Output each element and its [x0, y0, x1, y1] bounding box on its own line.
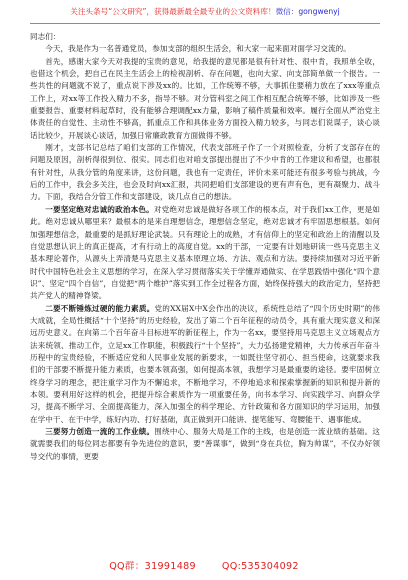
body-paragraph	[30, 303, 380, 426]
paragraph-list	[30, 43, 380, 463]
body-paragraph	[30, 43, 380, 55]
promo-header	[30, 0, 380, 24]
header-wechat-text: 微信：gongwenyj	[275, 7, 340, 16]
paragraph-text: 刚才，支部书记总结了咱们支部的工作情况，代表支部班子作了一个对照检查，分析了支部存在的问题及原因，剖析得很到位、很实。同志们也对咱支部提出提出了不少中肯的工作建议和希望，也都很有针对性，从我分管的角度来讲，这份问题，我也有一定责任，评价未来可能还有很多考验与挑战，今后的工作中，我会多关注，也会及时向xx汇报，共同把咱们支部建设的更有声有色，更有凝聚力、战斗力。下面，我结合分管工作和支部建设，谈几点自己的想法。	[30, 143, 380, 202]
document-body	[30, 31, 380, 463]
body-paragraph	[30, 426, 380, 463]
body-paragraph	[30, 56, 380, 142]
qq-group-text: QQ群：31991489	[109, 561, 196, 572]
paragraph-text: 首先，感谢大家今天对我提的宝贵的意见，给我提的意见都是很有针对性、很中肯，我照单全收，也借这个机会，把自己在民主生活会上的检视剖析、存在问题，也向大家、向支部简单做一个报告。一些共性的问题就不说了，重点说下涉及xx的。比如，工作统筹不够，大事抓住要稍力放在了xxx等重点工作上，对xx等工作投入精力不多，指导不够。对分管科室之间工作相互配合统筹不够，比如涉及一些重要报告、重要材料起草时，没有能够合理调配xx力量，影响了稿件质量和效率。履行全面从严治党主体责任的自觉性、主动性不够高，抓重点工作和具体业务方面投入精力较多，与同志们说谋子，谈心谈话比较少，开展谈心谈话，加强日常廉政教育方面做得不够。	[30, 56, 380, 140]
qq-text: QQ:535304092	[221, 561, 299, 572]
salutation: 同志们：	[30, 32, 61, 41]
paragraph-text: 党的XX届X中X会作出的决议，系统性总结了“四个历史时期”的伟大成就，全局性概括“十个坚持”的历史经验，发出了第二个百年征程的动员令，具有重大现实意义和深远历史意义。在向第二个百年奋斗目标进军的新征程上，作为一名xx，要坚持用马克思主义立场观点方法来统领、推动工作，立足xx工作职能，积极践行“十个坚持”，大力弘扬建党精神，大力传承百年奋斗历程中的宝贵经验，不断适应党和人民事业发展的新要求，一如既往坚守初心、担当使命，这就要求我们的干部要不断提升能力素质，也要本领高强，如何提高本领，我想学习是最重要的途径。要牢固树立终身学习的理念，把注重学习作为不懈追求，不断地学习，不停地追求和探索掌握新的知识和提升新的本领。要利用好这样的机会，把提升综合素质作为一项重要任务，向书本学习、向实践学习、向群众学习，提高不断学习、全面提高能力，深入加强全的科学理论、方针政策和各方面知识的学习运用，加强在学中干、在干中学，练好内功、打好基础，真正做到开口能讲、提笔能写、弯腰能干、遇事能成。	[30, 303, 380, 424]
paragraph-text: 围绕中心、服务大局是工作的主线，也是创造一流业绩的基础。这就需要我们的每位同志都要有争先进位的意识，要“善谋事”，做到“身在兵位，胸为帅谋”，不仅办好领导交代的事情，更要	[30, 427, 380, 461]
section-heading: 三要努力创造一流的工作业绩。	[45, 427, 155, 436]
paragraph-text: 今天，我是作为一名普通党员，参加支部的组织生活会，和大家一起来面对面学习交流的。	[45, 44, 351, 54]
body-paragraph	[30, 142, 380, 204]
header-promo-text: 关注头条号“公文研究”，获得最新最全最专业的公文资料库！	[70, 7, 276, 16]
body-paragraph	[30, 204, 380, 303]
section-heading: 二要不断锤炼过硬的能力素质。	[45, 303, 155, 313]
contact-footer	[0, 558, 408, 572]
paragraph-text: 对党绝对忠诚是做好各项工作的根本点，对于我们xx工作，更是如此。绝对忠诚从哪里来？最根本的是来自理想信念，理想信念坚定，绝对忠诚才有牢固思想根基。如何加强理想信念，最重要的是抓好理论武装。只有理论上的成熟，才有信仰上的坚定和政治上的清醒以及自觉思想认识上的真正提高，才有行动上的高度自觉。xx的干部，一定要有计划地研读一些马克思主义基本理论著作，从源头上弄清楚马克思主义基本原理立场、方法、观点和方法。要持续加强对习近平新时代中国特色社会主义思想的学习，在深入学习贯彻落实关于学懂弄通做实、在学思践悟中强化“四个意识”、坚定“四个自信”，自觉把“两个维护”落实到工作全过程各方面，始终保持强大的政治定力，坚持把共产党人的精神脊梁。	[30, 204, 380, 301]
section-heading: 一要坚定绝对忠诚的政治本色。	[45, 204, 154, 214]
